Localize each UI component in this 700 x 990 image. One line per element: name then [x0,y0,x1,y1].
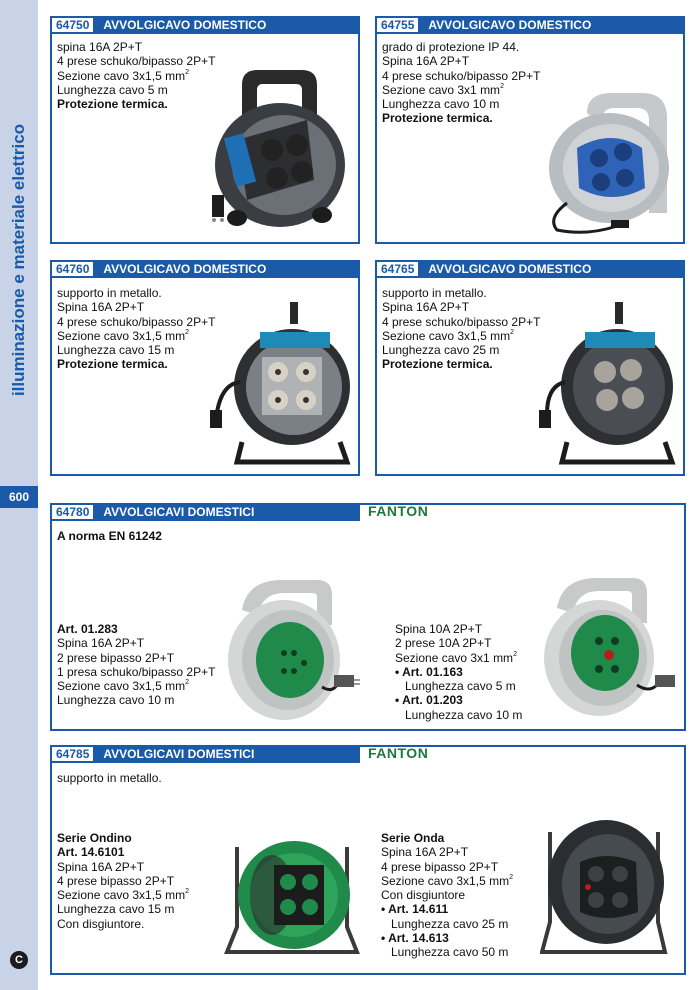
cable-reel-image [540,812,670,962]
spec-line: supporto in metallo. [382,286,487,300]
page-number: 600 [0,486,38,508]
cable-reel-image [527,302,685,470]
product-block-64765 [375,260,685,476]
superscript: 2 [509,873,513,881]
spec-line: Lunghezza cavo 5 m [405,679,516,694]
spec-line: Protezione termica. [382,357,493,372]
series-name: Serie Onda [381,831,445,845]
product-title: AVVOLGICAVO DOMESTICO [428,262,592,276]
superscript: 2 [185,888,189,896]
spec-line: Protezione termica. [57,97,168,112]
article-number: • Art. 01.163 [395,665,522,679]
superscript: 2 [500,82,504,90]
product-block-64750 [50,16,360,244]
spec-line: Spina 10A 2P+T [395,622,483,636]
article-number: Art. 14.6101 [57,845,125,860]
product-code: 64755 [375,16,420,34]
spec-line: Protezione termica. [57,357,168,372]
cable-reel-image [202,60,352,230]
spec-line: Spina 16A 2P+T [57,636,145,651]
spec-line: Lunghezza cavo 10 m [382,97,500,112]
superscript: 2 [185,328,189,336]
product-code: 64750 [50,16,95,34]
cable-reel-image [222,575,362,725]
product-title: AVVOLGICAVO DOMESTICO [103,262,267,276]
article-number: • Art. 01.203 [395,693,522,707]
cable-reel-image [527,88,677,238]
section-title: illuminazione e materiale elettrico [9,123,28,397]
spec-line: Spina 16A 2P+T [381,845,469,860]
spec-line: Spina 16A 2P+T [382,300,470,315]
product-code: 64780 [50,503,95,521]
product-title: AVVOLGICAVI DOMESTICI [103,505,255,519]
superscript: 2 [185,68,189,76]
spec-line: Sezione cavo 3x1,5 mm [57,328,186,343]
spec-line: grado di protezione IP 44. [382,40,520,54]
spec-line: 2 prese 10A 2P+T [395,636,492,651]
spec-line: Protezione termica. [382,111,493,126]
spec-line: 4 prese bipasso 2P+T [57,873,175,888]
product-code: 64785 [50,745,95,763]
cable-reel-image [202,302,360,470]
spec-line: supporto in metallo. [57,286,162,300]
spec-line: Lunghezza cavo 15 m [57,343,175,358]
spec-line: Lunghezza cavo 25 m [382,343,500,358]
spec-line: Sezione cavo 3x1 mm [382,82,501,97]
spec-line: 4 prese schuko/bipasso 2P+T [57,314,216,329]
cable-reel-image [222,827,367,967]
spec-line: Spina 16A 2P+T [382,54,470,69]
spec-line: spina 16A 2P+T [57,40,143,54]
spec-line: 4 prese schuko/bipasso 2P+T [57,54,216,69]
superscript: 2 [513,650,517,658]
product-block-64785 [50,745,686,975]
spec-line: 4 prese schuko/bipasso 2P+T [382,68,541,83]
spec-line: Lunghezza cavo 25 m [391,916,509,931]
spec-line: 1 presa schuko/bipasso 2P+T [57,664,216,679]
spec-line: Con disgiuntore [381,888,466,903]
spec-line: Sezione cavo 3x1,5 mm [382,328,511,343]
product-block-64780 [50,503,686,731]
article-number: • Art. 14.613 [381,931,513,945]
article-number: • Art. 14.611 [381,902,513,916]
cable-reel-image [537,573,682,723]
copyright-logo-icon: C [10,951,28,969]
spec-line: Spina 16A 2P+T [57,859,145,874]
spec-line: Lunghezza cavo 5 m [57,82,168,97]
spec-line: Lunghezza cavo 10 m [57,693,175,708]
spec-line: Lunghezza cavo 50 m [391,945,509,960]
norm-text: A norma EN 61242 [57,529,162,543]
spec-line: Sezione cavo 3x1 mm [395,650,514,665]
spec-line: Con disgiuntore. [57,916,145,931]
superscript: 2 [510,328,514,336]
superscript: 2 [185,679,189,687]
product-title: AVVOLGICAVI DOMESTICI [103,747,255,761]
spec-line: Spina 16A 2P+T [57,300,145,315]
product-title: AVVOLGICAVO DOMESTICO [428,18,592,32]
spec-line: Sezione cavo 3x1,5 mm [57,68,186,83]
series-name: Serie Ondino [57,831,132,845]
article-number: Art. 01.283 [57,622,118,636]
product-title: AVVOLGICAVO DOMESTICO [103,18,267,32]
spec-line: Lunghezza cavo 15 m [57,902,175,917]
spec-line: Sezione cavo 3x1,5 mm [57,679,186,694]
product-block-64755 [375,16,685,244]
spec-line: Sezione cavo 3x1,5 mm [57,888,186,903]
product-block-64760 [50,260,360,476]
spec-line: 2 prese bipasso 2P+T [57,650,175,665]
brand-logo: FANTON [368,503,429,519]
spec-line: 4 prese bipasso 2P+T [381,859,499,874]
product-code: 64760 [50,260,95,278]
spec-line: Lunghezza cavo 10 m [405,707,523,722]
product-code: 64765 [375,260,420,278]
spec-line: 4 prese schuko/bipasso 2P+T [382,314,541,329]
spec-line: supporto in metallo. [57,771,162,785]
brand-logo: FANTON [368,745,429,761]
spec-line: Sezione cavo 3x1,5 mm [381,873,510,888]
